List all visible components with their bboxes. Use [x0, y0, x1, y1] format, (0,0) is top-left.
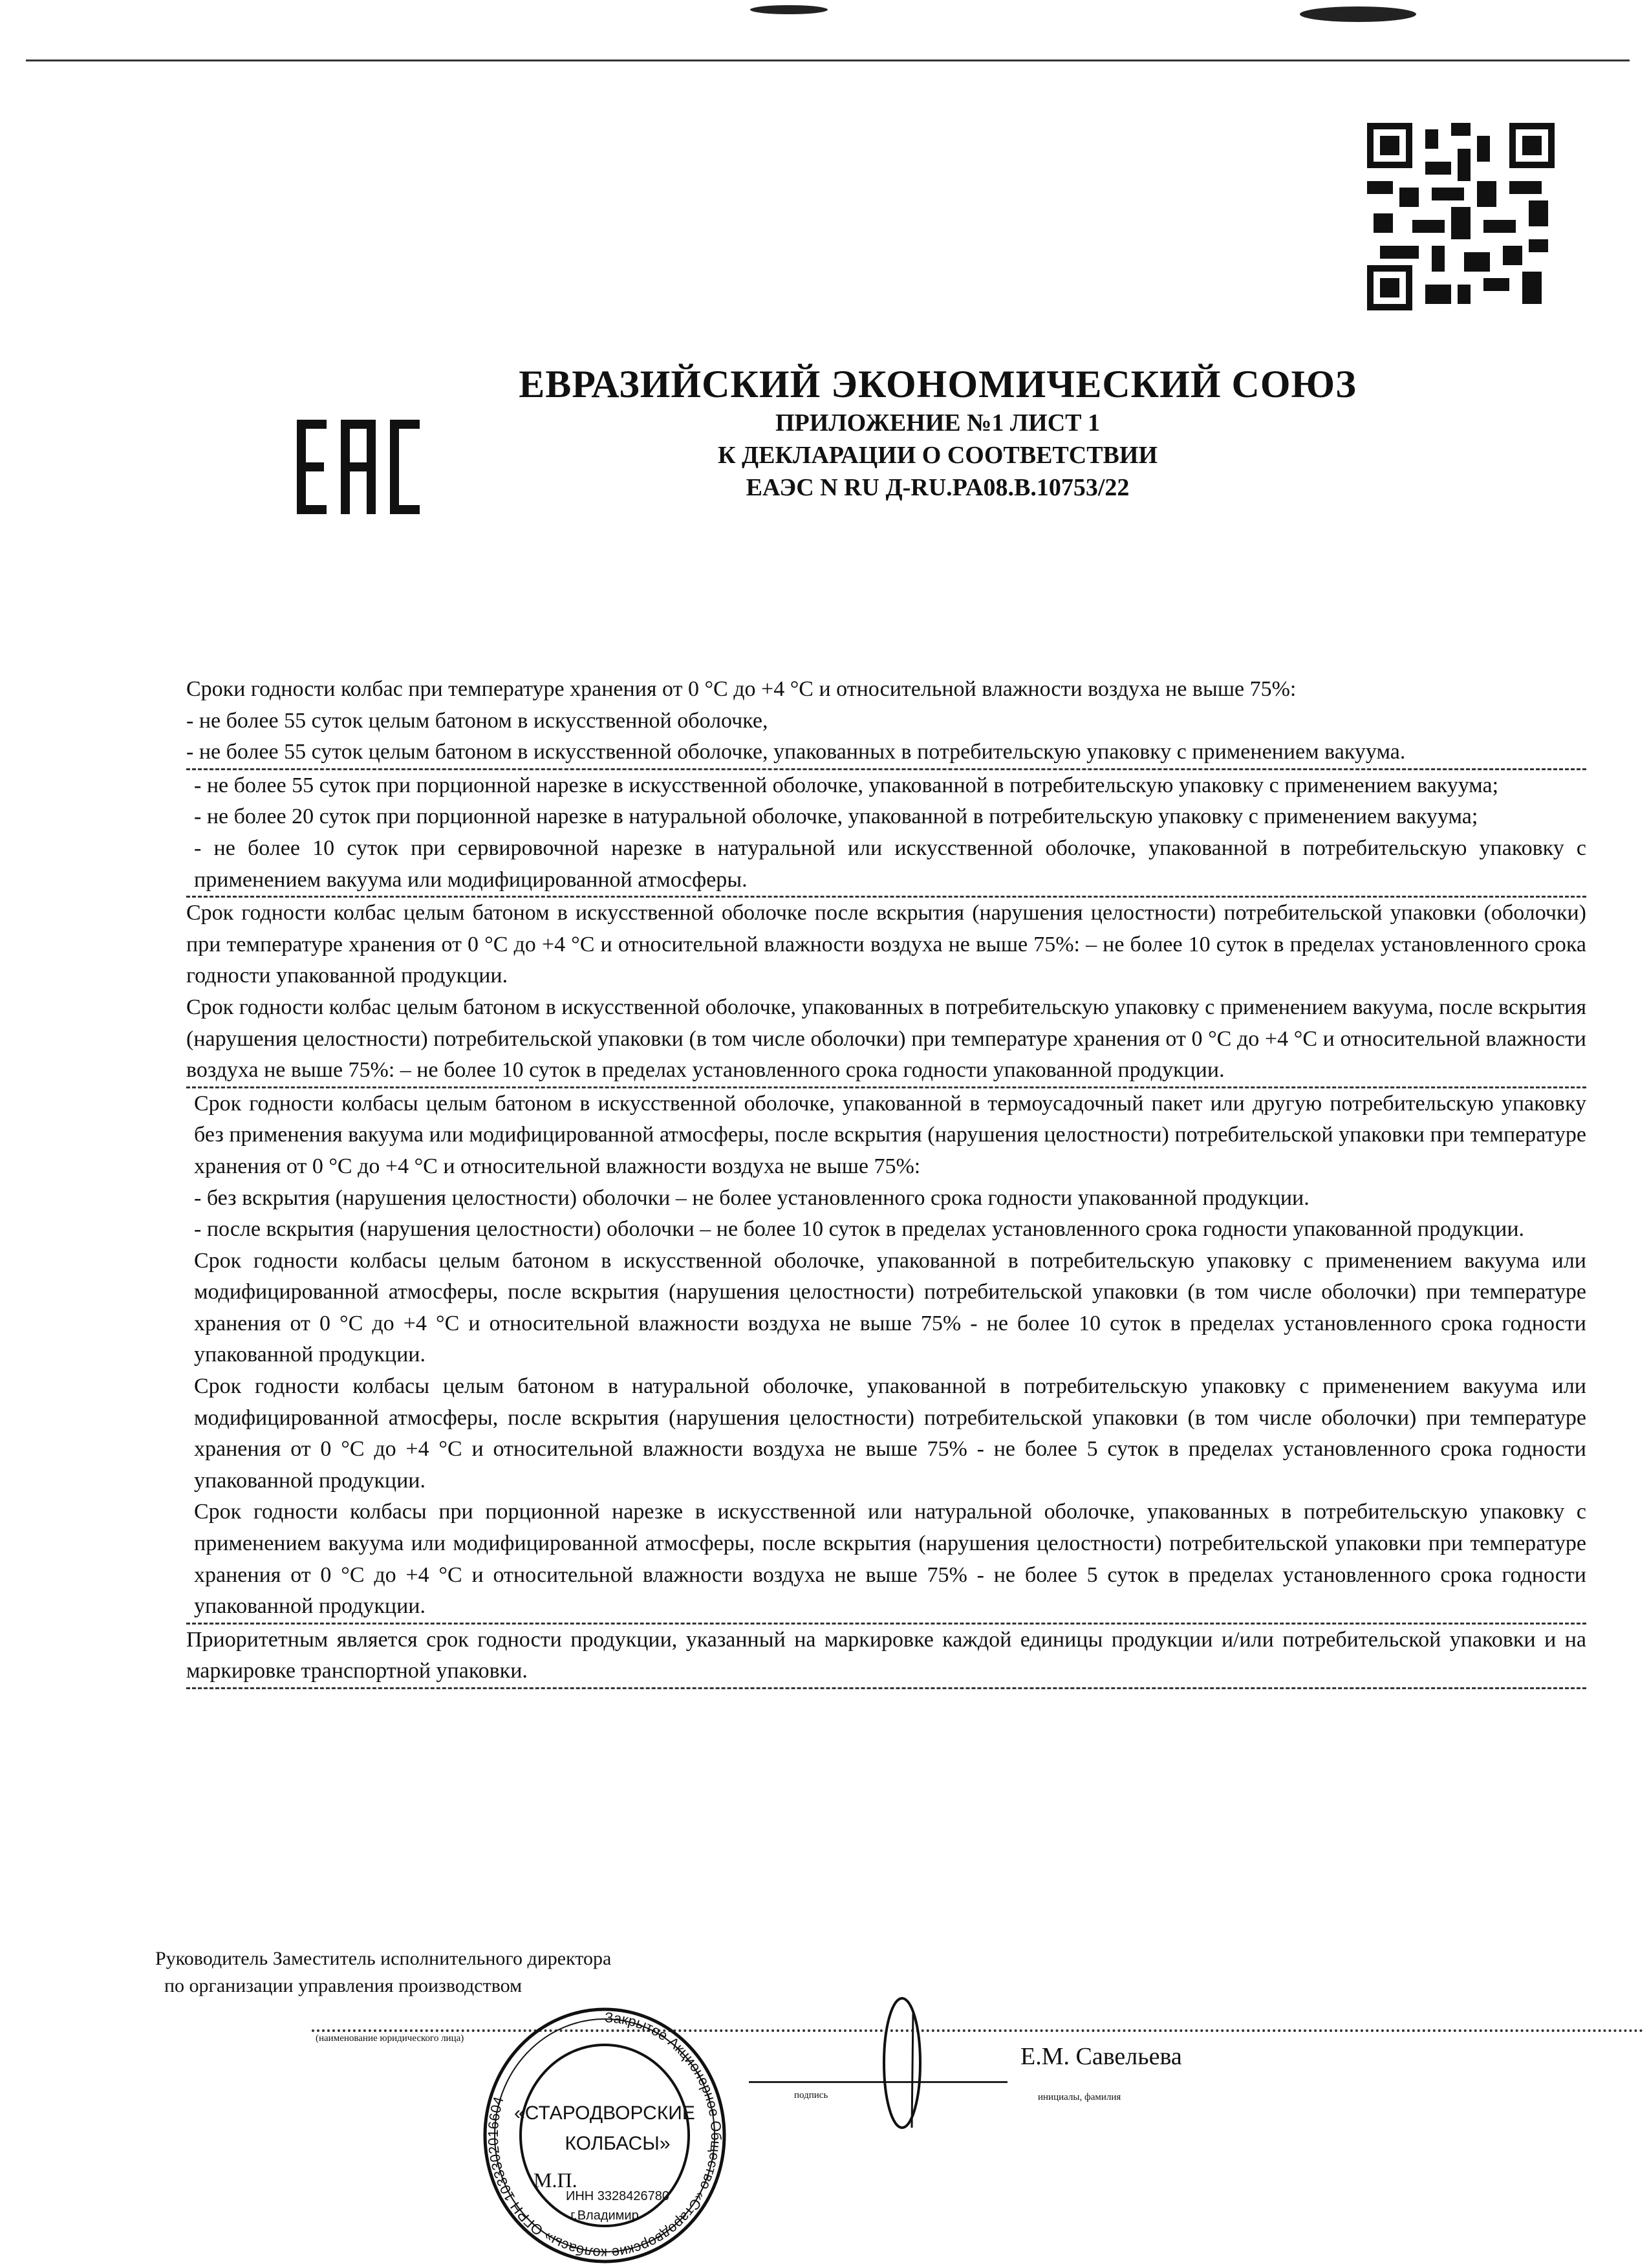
- signatory-position: [155, 1945, 611, 2000]
- paragraph: Приоритетным является срок годности продукции, указанный на маркировке каждой единицы продукции и/или потребительской упаковки и на маркировке транспортной упаковки.: [186, 1625, 1586, 1689]
- paragraph: - после вскрытия (нарушения целостности) оболочки – не более 10 суток в пределах установленного срока годности упакованной продукции.: [194, 1217, 1525, 1242]
- scan-smudge: [750, 5, 828, 14]
- document-title: ЕВРАЗИЙСКИЙ ЭКОНОМИЧЕСКИЙ СОЮЗ: [519, 363, 1357, 405]
- scan-top-border: [26, 59, 1630, 61]
- declaration-line: К ДЕКЛАРАЦИИ О СООТВЕТСТВИИ: [717, 442, 1158, 469]
- paragraph: - не более 55 суток при порционной нарезке в искусственной оболочке, упакованной в потребительскую упаковку с применением вакуума;: [194, 773, 1499, 797]
- stamp-city: г.Владимир: [570, 2209, 639, 2223]
- paragraph: - не более 55 суток целым батоном в искусственной оболочке, упакованных в потребительскую упаковку с применением вакуума.: [186, 737, 1586, 770]
- paragraph: Срок годности колбасы целым батоном в искусственной оболочке, упакованной в термоусадочный пакет или другую потребительскую упаковку без применения вакуума или модифицированной атмосферы, после вскрытия (нарушения целостности) потребительской упаковки при температуре хранения от 0 °С до +4 °С и относительной влажности воздуха не выше 75%:: [194, 1091, 1586, 1178]
- stamp-company-line2: КОЛБАСЫ»: [565, 2133, 671, 2154]
- paragraph: Срок годности колбасы целым батоном в натуральной оболочке, упакованной в потребительскую упаковку с применением вакуума или модифицированной атмосферы, после вскрытия (нарушения целостности) потребительской упаковки (в том числе оболочки) при температуре хранения от 0 °С до +4 °С и относительной влажности воздуха не выше 75% - не более 5 суток в пределах установленного срока годности упакованной продукции.: [194, 1374, 1586, 1493]
- annex-line: ПРИЛОЖЕНИЕ №1 ЛИСТ 1: [775, 409, 1100, 437]
- position-line: Руководитель Заместитель исполнительного директора: [155, 1948, 612, 1969]
- position-line: по организации управления производством: [164, 1975, 523, 1996]
- eac-logo: [297, 420, 420, 514]
- scan-smudge: [1300, 6, 1416, 22]
- handwritten-signature: [873, 1992, 938, 2134]
- stamp-mp: М.П.: [534, 2168, 577, 2192]
- name-caption: инициалы, фамилия: [1038, 2092, 1121, 2102]
- paragraph: Срок годности колбасы при порционной нарезке в искусственной или натуральной оболочке, упакованных в потребительскую упаковку с применением вакуума или модифицированной атмосферы, после вскрытия (нарушения целостности) потребительской упаковки при температуре хранения от 0 °С до +4 °С и относительной влажности воздуха не выше 75% - не более 5 суток в пределах установленного срока годности упакованной продукции.: [186, 1496, 1586, 1624]
- company-stamp: [479, 2006, 731, 2265]
- document-body: [186, 674, 1586, 1689]
- stamp-inn: ИНН 3328426780: [565, 2189, 670, 2203]
- paragraph: - без вскрытия (нарушения целостности) оболочки – не более установленного срока годности упакованной продукции.: [194, 1185, 1310, 1210]
- paragraph: Срок годности колбасы целым батоном в искусственной оболочке, упакованной в потребительскую упаковку с применением вакуума или модифицированной атмосферы, после вскрытия (нарушения целостности) потребительской упаковки (в том числе оболочки) при температуре хранения от 0 °С до +4 °С и относительной влажности воздуха не выше 75% - не более 10 суток в пределах установленного срока годности упакованной продукции.: [194, 1248, 1586, 1367]
- organization-caption: (наименование юридического лица): [316, 2033, 464, 2044]
- stamp-company-line1: «СТАРОДВОРСКИЕ: [514, 2102, 695, 2124]
- paragraph: Сроки годности колбас при температуре хранения от 0 °С до +4 °С и относительной влажности воздуха не выше 75%:: [186, 677, 1297, 701]
- paragraph: - не более 55 суток целым батоном в искусственной оболочке,: [186, 708, 768, 733]
- paragraph: Срок годности колбас целым батоном в искусственной оболочке после вскрытия (нарушения целостности) потребительской упаковки (оболочки) при температуре хранения от 0 °С до +4 °С и относительной влажности воздуха не выше 75%: – не более 10 суток в пределах установленного срока годности упакованной продукции.: [186, 901, 1586, 988]
- stamp-ring-text: Закрытое Акционерное Общество «Стародворские колбасы» ОГРН 1033302016604: [484, 2009, 725, 2262]
- signature-caption: подпись: [794, 2090, 828, 2101]
- paragraph: Срок годности колбас целым батоном в искусственной оболочке, упакованных в потребительскую упаковку с применением вакуума, после вскрытия (нарушения целостности) потребительской упаковки (в том числе оболочки) при температуре хранения от 0 °С до +4 °С и относительной влажности воздуха не выше 75%: – не более 10 суток в пределах установленного срока годности упакованной продукции.: [186, 992, 1586, 1088]
- declaration-number: ЕАЭС N RU Д-RU.PA08.B.10753/22: [746, 474, 1130, 501]
- paragraph: - не более 10 суток при сервировочной нарезке в натуральной или искусственной оболочке, упакованной в потребительскую упаковку с применением вакуума или модифицированной атмосферы.: [186, 833, 1586, 898]
- qr-code: [1367, 123, 1555, 310]
- signatory-name: Е.М. Савельева: [1020, 2043, 1182, 2070]
- paragraph: - не более 20 суток при порционной нарезке в натуральной оболочке, упакованной в потребительскую упаковку с применением вакуума;: [194, 805, 1478, 829]
